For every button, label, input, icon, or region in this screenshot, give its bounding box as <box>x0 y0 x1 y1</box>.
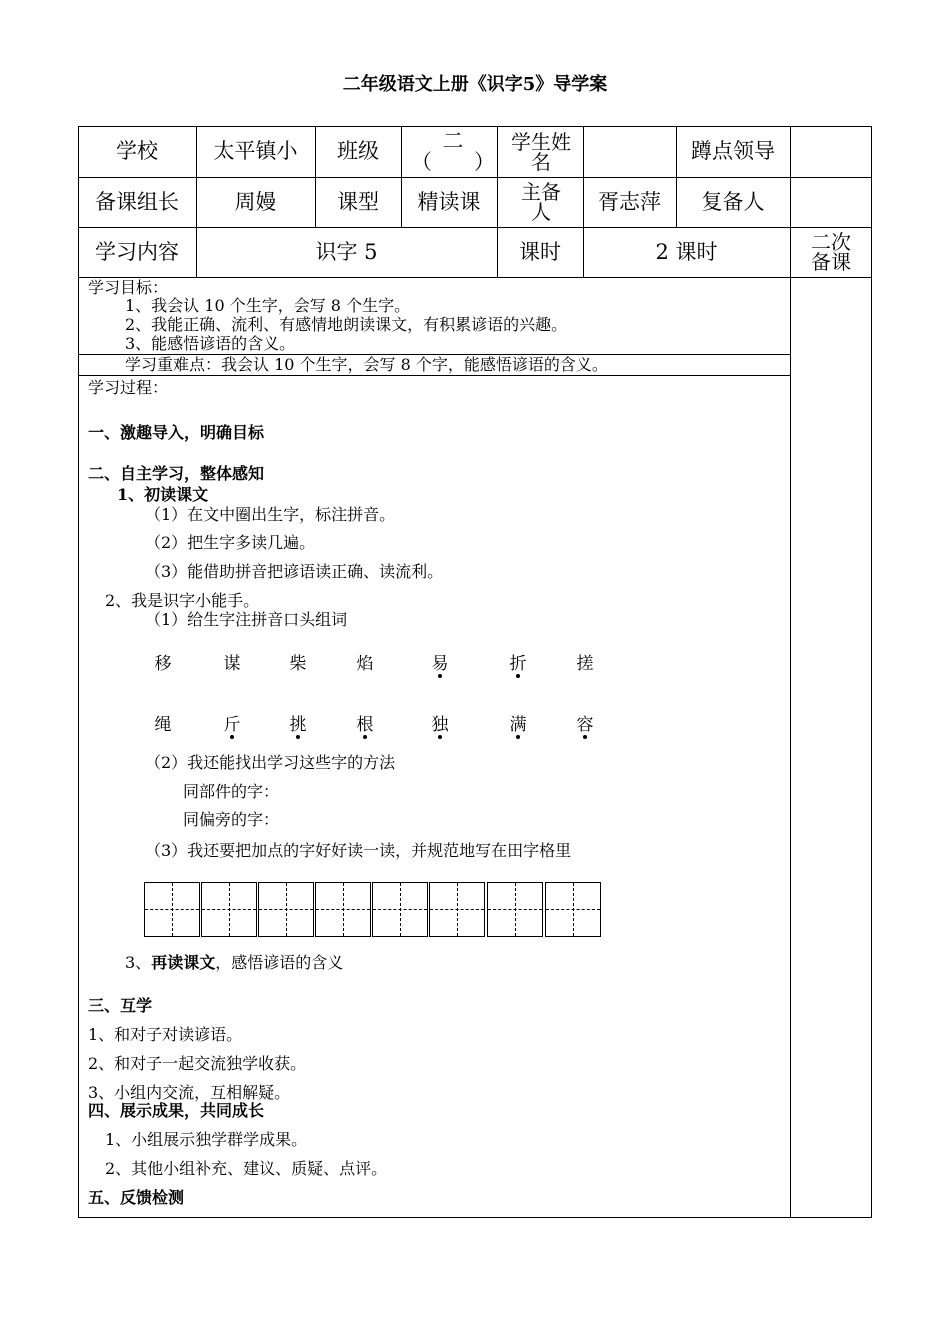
cell-content-value: 识字 5 <box>315 239 378 264</box>
char-item: 谋 <box>223 654 241 674</box>
cell-class-label: 班级 <box>337 139 379 163</box>
section-heading: 四、展示成果，共同成长 <box>88 1101 265 1120</box>
cell-leader-value <box>790 126 872 177</box>
cell-period-value: 2 课时 <box>655 239 718 264</box>
process-label: 学习过程： <box>88 378 169 397</box>
cell-content-label: 学习内容 <box>95 239 179 264</box>
writing-grid-cell[interactable] <box>315 882 371 937</box>
char-item-dotted: 根 <box>350 710 380 735</box>
list-item: 3、小组内交流，互相解疑。 <box>88 1083 291 1102</box>
key-points: 学习重难点：我会认 10 个生字，会写 8 个字，能感悟谚语的含义。 <box>125 355 608 374</box>
cell-student-name-value <box>583 126 676 177</box>
cell-class-value: 二（ ） <box>411 128 495 174</box>
subsection-heading: 1、初读课文 <box>117 485 209 504</box>
subsection-heading: 3、再读课文，感悟谚语的含义 <box>125 953 344 972</box>
writing-grid-cell[interactable] <box>372 882 428 937</box>
char-item-dotted: 满 <box>503 710 533 735</box>
row-divider <box>78 277 872 278</box>
list-item: （1）给生字注拼音口头组词 <box>145 610 348 629</box>
char-item-dotted: 易 <box>425 649 455 674</box>
cell-school-value: 太平镇小 <box>213 139 298 163</box>
goals-label: 学习目标： <box>88 278 169 297</box>
section-heading: 二、自主学习，整体感知 <box>88 464 265 483</box>
list-item: 2、和对子一起交流独学收获。 <box>88 1054 307 1073</box>
list-item: （3）我还要把加点的字好好读一读，并规范地写在田字格里 <box>145 841 572 860</box>
char-item-dotted: 斤 <box>217 710 247 735</box>
list-item: （3）能借助拼音把谚语读正确、读流利。 <box>145 562 444 581</box>
char-item-dotted: 折 <box>503 649 533 674</box>
col-divider <box>790 126 791 1218</box>
list-item: 1、和对子对读谚语。 <box>88 1025 243 1044</box>
cell-lesson-type-value: 精读课 <box>417 189 481 214</box>
writing-grid-cell[interactable] <box>429 882 485 937</box>
cell-group-leader-label: 备课组长 <box>95 189 179 214</box>
page-title: 二年级语文上册《识字5》导学案 <box>342 74 608 95</box>
list-item: 1、小组展示独学群学成果。 <box>105 1130 308 1149</box>
goal-item: 3、能感悟谚语的含义。 <box>125 334 296 353</box>
goal-item: 2、我能正确、流利、有感情地朗读课文，有积累谚语的兴趣。 <box>125 315 568 334</box>
writing-grid-cell[interactable] <box>201 882 257 937</box>
cell-second-prep-label: 二次备课 <box>811 230 851 274</box>
goal-item: 1、我会认 10 个生字，会写 8 个生字。 <box>125 296 411 315</box>
row-divider <box>78 375 790 376</box>
char-item-dotted: 挑 <box>283 710 313 735</box>
char-item-dotted: 独 <box>425 710 455 735</box>
cell-group-leader-value: 周嫚 <box>234 189 277 214</box>
char-item-dotted: 容 <box>570 710 600 735</box>
cell-lesson-type-label: 课型 <box>337 189 379 214</box>
section-heading: 三、互学 <box>88 996 153 1015</box>
char-item: 焰 <box>356 654 374 674</box>
writing-grid-cell[interactable] <box>258 882 314 937</box>
cell-period-label: 课时 <box>519 239 561 264</box>
subsection-heading: 2、我是识字小能手。 <box>105 591 260 610</box>
list-item: 同部件的字： <box>183 782 280 801</box>
cell-leader-label: 蹲点领导 <box>691 139 775 163</box>
list-item: （1）在文中圈出生字，标注拼音。 <box>145 505 396 524</box>
cell-main-preparer-value: 胥志萍 <box>598 189 661 214</box>
cell-reviewer-label: 复备人 <box>701 189 765 214</box>
writing-grid-cell[interactable] <box>487 882 543 937</box>
cell-main-preparer-label: 主备人 <box>521 180 561 224</box>
char-item: 搓 <box>576 654 594 674</box>
writing-grid-cell[interactable] <box>144 882 200 937</box>
char-item: 绳 <box>154 715 172 735</box>
list-item: 同偏旁的字： <box>183 810 280 829</box>
cell-reviewer-value <box>790 177 872 227</box>
list-item: （2）我还能找出学习这些字的方法 <box>145 753 396 772</box>
char-item: 移 <box>154 654 172 674</box>
list-item: （2）把生字多读几遍。 <box>145 533 316 552</box>
writing-grid-cell[interactable] <box>545 882 601 937</box>
cell-student-name-label: 学生姓名 <box>511 129 571 174</box>
char-item: 柴 <box>289 654 307 674</box>
section-heading: 五、反馈检测 <box>88 1188 185 1207</box>
section-heading: 一、激趣导入，明确目标 <box>88 423 265 442</box>
cell-school-label: 学校 <box>116 139 158 163</box>
list-item: 2、其他小组补充、建议、质疑、点评。 <box>105 1159 388 1178</box>
